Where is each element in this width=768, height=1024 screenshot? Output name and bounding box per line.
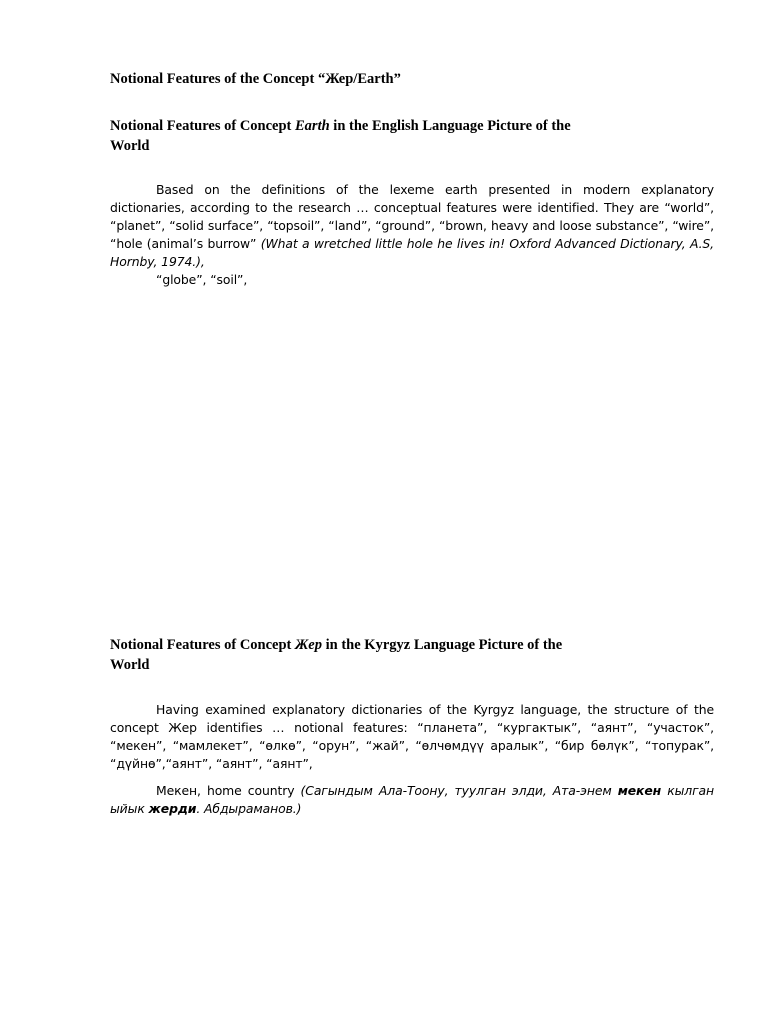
paragraph-kyrgyz-example: Мекен, home country (Сагындым Ала-Тоону, туулган элди, Ата-энем мекен кылган ыйык жерди. Абдыраманов.) xyxy=(110,783,714,816)
citation-oxford: (What a wretched little hole he lives in! Oxford Advanced Dictionary, A.S, Hornby, 1974.), xyxy=(110,236,715,269)
paragraph-kyrgyz-features: Having examined explanatory dictionaries of the Kyrgyz language, the structure of the concept Жер identifies … notional features: “планета”, “кургактык”, “аянт”, “участок”, “мекен”, “мамлекет”, “өлкө”, “орун”, “жай”, “өлчөмдүү аралык”, “бир бөлүк”, “топурак”, “дүйнө”,“аянт”, “аянт”, “аянт”, xyxy=(110,702,714,771)
document-title: Notional Features of the Concept “Жер/Earth” xyxy=(110,71,401,87)
heading-english-section: Notional Features of Concept Earth in the English Language Picture of the World xyxy=(110,118,571,154)
paragraph-english-definitions: Based on the definitions of the lexeme earth presented in modern explanatory dictionaries, according to the research … conceptual features were identified. They are “world”, “planet”, “solid surface”, “topsoil”, “land”, “ground”, “brown, heavy and loose substance”, “wire”, “hole (animal’s burrow” (What a wretched little hole he lives in! Oxford Advanced Dictionary, A.S, Hornby, 1974.), “globe”, “soil”, xyxy=(110,182,715,287)
heading-kyrgyz-section: Notional Features of Concept Жер in the Kyrgyz Language Picture of the World xyxy=(110,637,563,673)
